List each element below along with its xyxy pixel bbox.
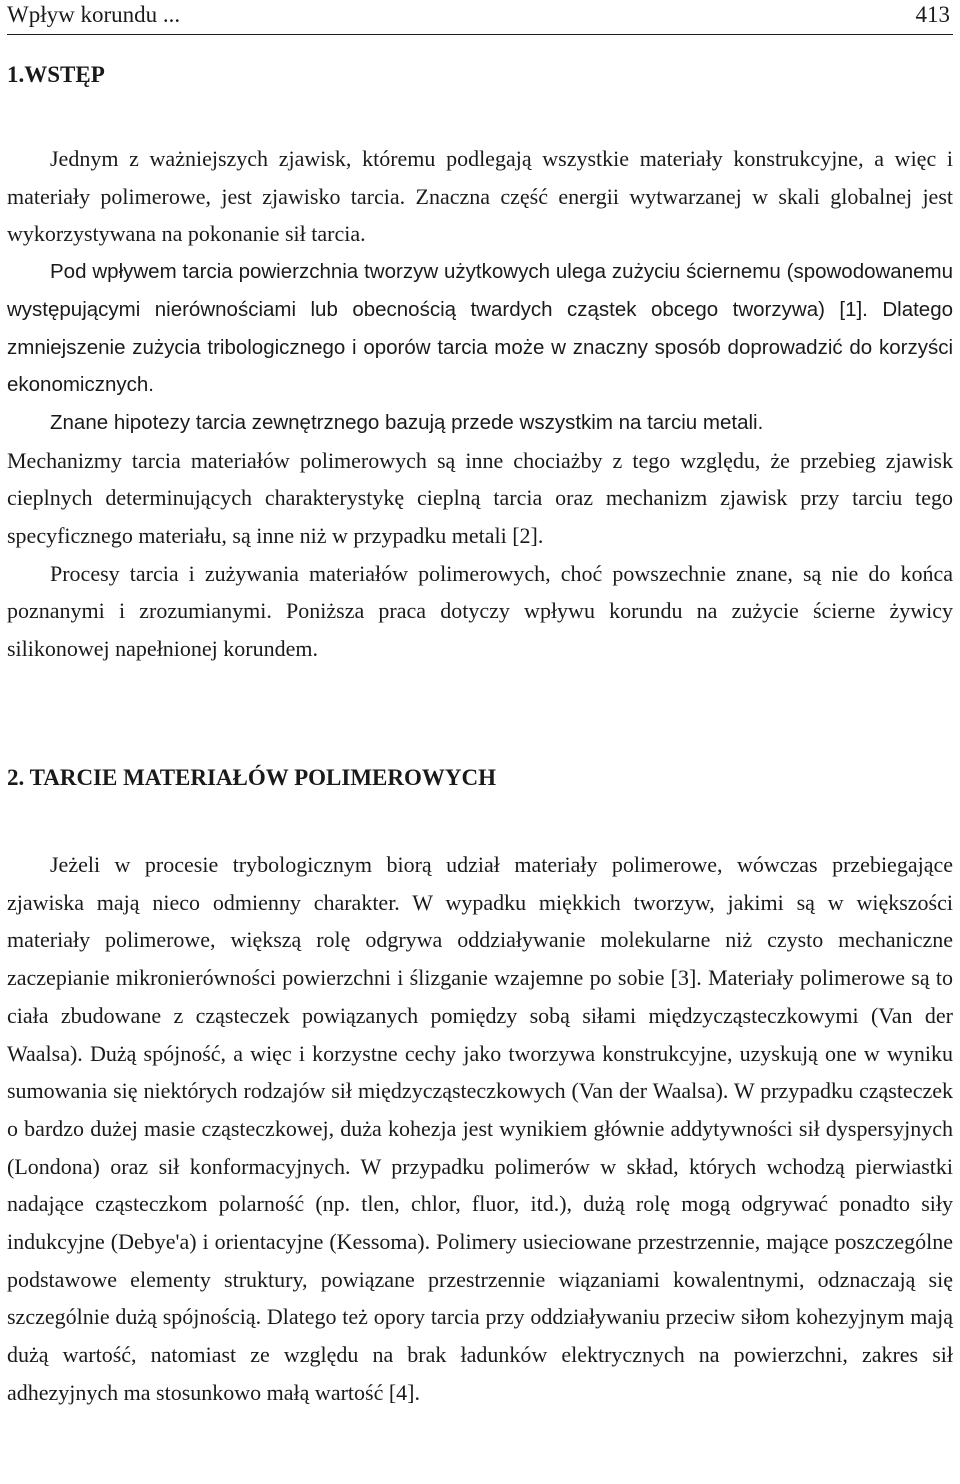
paragraph: Procesy tarcia i zużywania materiałów polimerowych, choć powszechnie znane, są nie do końca poznanymi i zrozumianymi. Poniższa praca dotyczy wpływu korundu na zużycie ścierne żywicy silikonowej napełnionej korundem. (7, 560, 953, 662)
section-heading-tarcie: 2. TARCIE MATERIAŁÓW POLIMEROWYCH (7, 765, 497, 790)
section-heading-intro: 1.WSTĘP (7, 62, 105, 87)
paragraph: Pod wpływem tarcia powierzchnia tworzyw użytkowych ulega zużyciu ściernemu (spowodowanemu występującymi nierównościami lub obecnością twardych cząstek obcego tworzywa) [1]. Dlatego zmniejszenie zużycia tribologicznego i oporów tarcia może w znaczny sposób doprowadzić do korzyści ekonomicznych. (7, 260, 953, 397)
section-body-tarcie (7, 846, 953, 1412)
section-body-intro (7, 140, 953, 668)
paragraph: Mechanizmy tarcia materiałów polimerowych są inne chociażby z tego względu, że przebieg zjawisk cieplnych determinujących charakterystykę cieplną tarcia oraz mechanizm zjawisk przy tarciu tego specyficznego materiału, są inne niż w przypadku metali [2]. (7, 447, 953, 549)
paragraph: Jeżeli w procesie trybologicznym biorą udział materiały polimerowe, wówczas przebiegające zjawiska mają nieco odmienny charakter. W wypadku miękkich tworzyw, jakimi są w większości materiały polimerowe, większą rolę odgrywa oddziaływanie molekularne niż czysto mechaniczne zaczepianie mikronierówności powierzchni i ślizganie wzajemne po sobie [3]. Materiały polimerowe są to ciała zbudowane z cząsteczek powiązanych pomiędzy sobą siłami międzycząsteczkowymi (Van der Waalsa). Dużą spójność, a więc i korzystne cechy jako tworzywa konstrukcyjne, uzyskują one w wyniku sumowania się niektórych rodzajów sił międzycząsteczkowych (Van der Waalsa). W przypadku cząsteczek o bardzo dużej masie cząsteczkowej, duża kohezja jest wynikiem głównie addytywności sił dyspersyjnych (Londona) oraz sił konformacyjnych. W przypadku polimerów w skład, których wchodzą pierwiastki nadające cząsteczkom polarność (np. tlen, chlor, fluor, itd.), dużą rolę mogą odgrywać ponadto siły indukcyjne (Debye'a) i orientacyjne (Kessoma). Polimery usieciowane przestrzennie, mające poszczególne podstawowe elementy struktury, powiązane przestrzennie wiązaniami kowalentnymi, odznaczają się szczególnie dużą spójnością. Dlatego też opory tarcia przy oddziaływaniu przeciw siłom kohezyjnym mają dużą wartość, natomiast ze względu na brak ładunków elektrycznych na powierzchni, zakres sił adhezyjnych ma stosunkowo małą wartość [4]. (7, 852, 953, 1405)
running-header (7, 0, 953, 35)
page-number: 413 (915, 2, 950, 27)
running-title: Wpływ korundu ... (7, 2, 181, 27)
paragraph: Jednym z ważniejszych zjawisk, któremu podlegają wszystkie materiały konstrukcyjne, a więc i materiały polimerowe, jest zjawisko tarcia. Znaczna część energii wytwarzanej w skali globalnej jest wykorzystywana na pokonanie sił tarcia. (7, 146, 953, 247)
paragraph: Znane hipotezy tarcia zewnętrznego bazują przede wszystkim na tarciu metali. (50, 410, 764, 434)
